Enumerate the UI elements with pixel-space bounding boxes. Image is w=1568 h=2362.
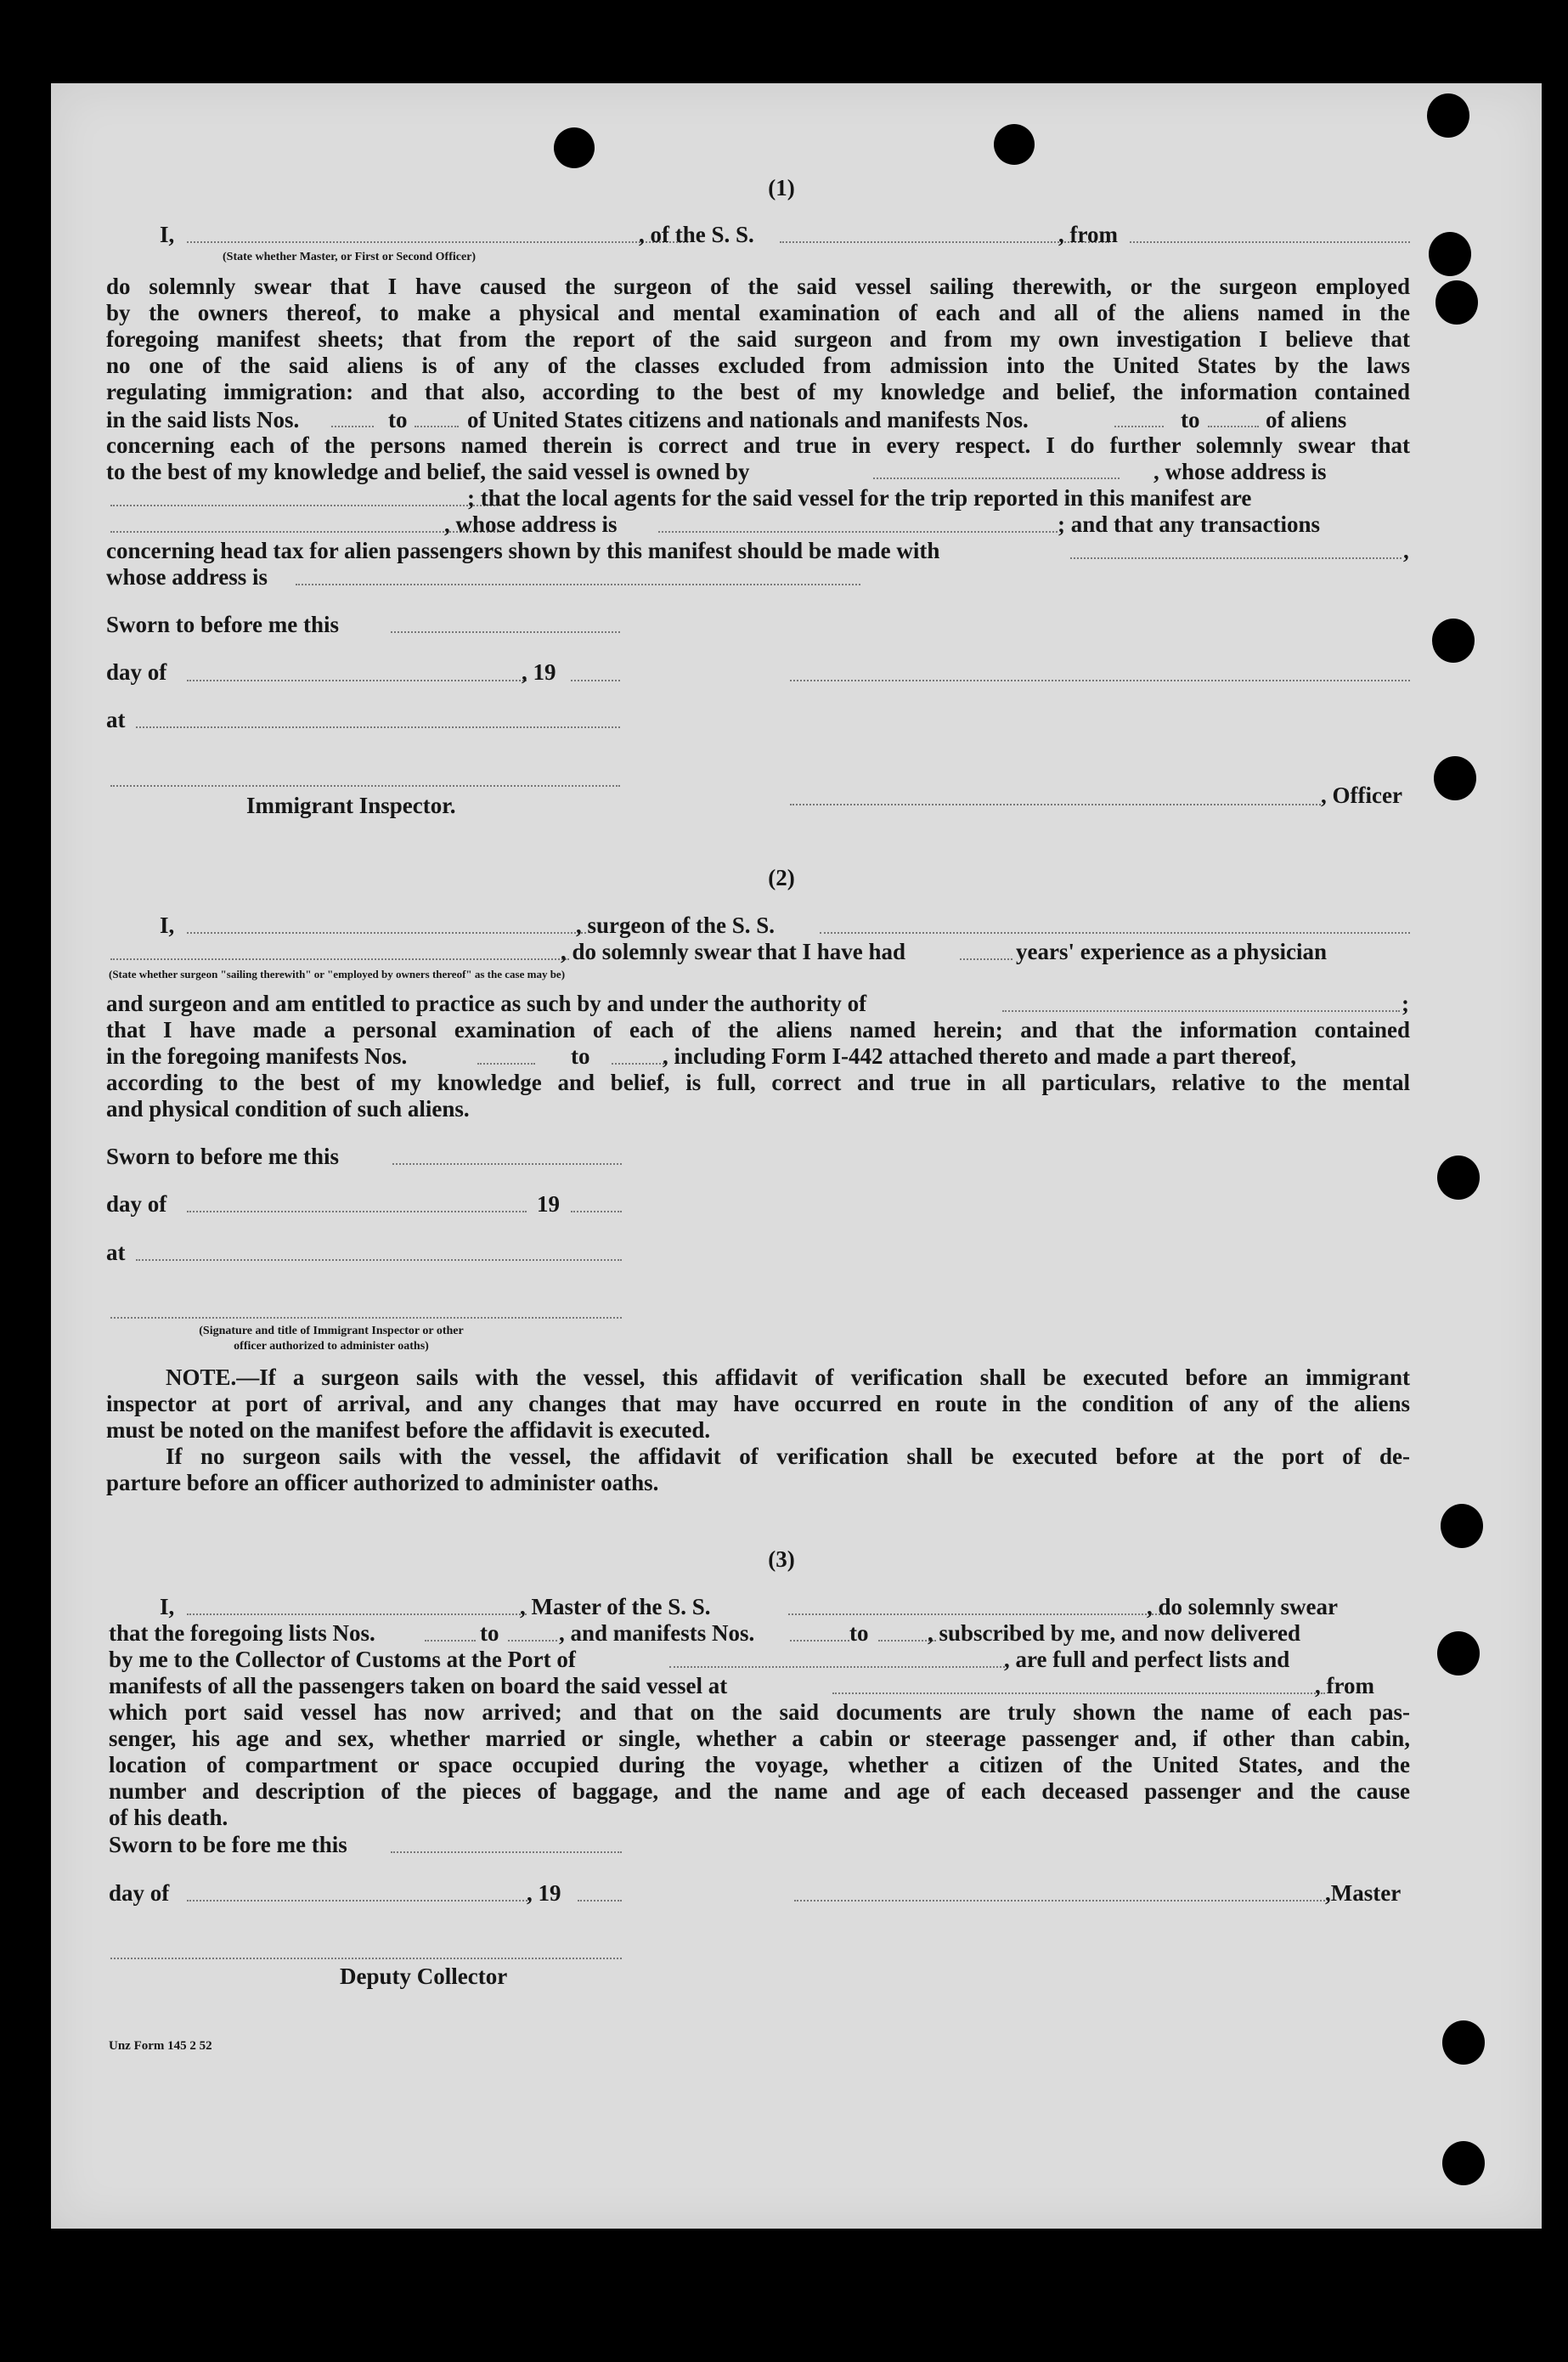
s1-from-blank[interactable] <box>1130 241 1410 243</box>
s2-body-line: and physical condition of such aliens. <box>106 1096 470 1122</box>
s3-body-line: which port said vessel has now arrived; and that on the said documents are truly shown the name of each pas- <box>109 1699 1410 1725</box>
s1-body-line: no one of the said aliens is of any of the classes excluded from admission into the United States by the laws <box>106 353 1410 378</box>
s3-sworn-label: Sworn to be fore me this <box>109 1832 347 1857</box>
s2-at-blank[interactable] <box>136 1259 622 1261</box>
s2-years-label: years' experience as a physician <box>1016 939 1327 964</box>
s1-manifest-to-blank[interactable] <box>1208 426 1259 427</box>
s1-address-text-b: ; and that any transactions <box>1058 511 1321 537</box>
s3-day-blank[interactable] <box>187 1900 531 1901</box>
s3-body-line: location of compartment or space occupied during the voyage, whether a citizen of the United States, and the <box>109 1752 1410 1777</box>
s3-body-line: of his death. <box>109 1805 228 1830</box>
note-paragraph-1 <box>106 1365 1410 1444</box>
s3-i-label: I, <box>160 1594 175 1619</box>
note-line: must be noted on the manifest before the affidavit is executed. <box>106 1417 711 1443</box>
s1-owner-address-blank[interactable] <box>110 505 501 506</box>
s2-manifest-to-blank[interactable] <box>612 1063 664 1065</box>
s1-agents-blank[interactable] <box>110 531 501 533</box>
s1-lists-from-blank[interactable] <box>331 426 374 427</box>
punch-hole <box>1442 2020 1485 2065</box>
s1-lists-to-blank[interactable] <box>415 426 459 427</box>
s3-lists-text-a: that the foregoing lists Nos. <box>109 1620 375 1646</box>
s1-owner-blank[interactable] <box>873 477 1120 479</box>
s1-headtax-address-blank[interactable] <box>296 584 860 585</box>
s2-year-label: 19 <box>537 1191 560 1217</box>
s2-authority-text-a: and surgeon and am entitled to practice as such by and under the authority of <box>106 991 867 1016</box>
note-line: NOTE.—If a surgeon sails with the vessel, this affidavit of verification shall be executed before an immigrant <box>166 1365 1410 1390</box>
s3-body-line: senger, his age and sex, whether married or single, whether a cabin or steerage passenger and, if other than cabin, <box>109 1726 1410 1751</box>
s2-body-line: according to the best of my knowledge and belief, is full, correct and true in all particulars, relative to the mental <box>106 1070 1410 1095</box>
punch-hole <box>1441 1504 1483 1548</box>
s1-of-ss-label: , of the S. S. <box>639 222 754 247</box>
s2-body <box>106 1017 1410 1043</box>
s1-owned-text-b: , whose address is <box>1153 459 1327 484</box>
section-1-number: (1) <box>768 175 795 201</box>
s2-authority-blank[interactable] <box>1002 1010 1400 1012</box>
s2-manifests-text-b: to <box>571 1043 590 1069</box>
s2-body-line: that I have made a personal examination of each of the aliens named herein; and that the information contained <box>106 1017 1410 1043</box>
punch-hole <box>1427 93 1469 138</box>
s3-master-sig-blank[interactable] <box>794 1900 1325 1901</box>
s2-signature-caption-line: officer authorized to administer oaths) <box>234 1340 429 1353</box>
s1-inspector-sig-blank[interactable] <box>110 785 620 787</box>
s1-body2 <box>106 432 1410 459</box>
s1-lists-text-c: of United States citizens and nationals and manifests Nos. <box>467 407 1029 432</box>
s1-whose-text: whose address is <box>106 564 268 590</box>
s2-authority-text-b: ; <box>1402 991 1409 1016</box>
s2-manifests-text-c: , including Form I-442 attached thereto and made a part thereof, <box>663 1043 1296 1069</box>
s2-manifests-text-a: in the foregoing manifests Nos. <box>106 1043 408 1069</box>
punch-hole <box>1437 1156 1480 1200</box>
s3-embark-port-blank[interactable] <box>832 1692 1325 1694</box>
s3-lists-to-blank[interactable] <box>508 1640 557 1642</box>
s1-body-line: concerning each of the persons named therein is correct and true in every respect. I do further solemnly swear that <box>106 432 1410 458</box>
s3-manifests-text-a: manifests of all the passengers taken on board the said vessel at <box>109 1673 728 1698</box>
punch-hole <box>994 124 1035 165</box>
s1-headtax-blank[interactable] <box>1070 557 1402 559</box>
s1-manifest-from-blank[interactable] <box>1114 426 1164 427</box>
punch-hole <box>1429 232 1471 276</box>
s3-port-text-a: by me to the Collector of Customs at the Port of <box>109 1647 576 1672</box>
s2-swear-label: , do solemnly swear that I have had <box>561 939 906 964</box>
s2-surgeon-type-blank[interactable] <box>110 958 569 960</box>
note-line: inspector at port of arrival, and any changes that may have occurred en route in the condition of any of the aliens <box>106 1391 1410 1416</box>
note-line: parture before an officer authorized to administer oaths. <box>106 1470 659 1495</box>
s1-year-blank[interactable] <box>571 680 620 681</box>
s1-headtax-text-a: concerning head tax for alien passengers shown by this manifest should be made with <box>106 538 940 563</box>
s3-manifest-from-blank[interactable] <box>790 1640 849 1642</box>
form-sheet <box>51 83 1542 2229</box>
punch-hole <box>554 127 595 168</box>
s1-owned-text-a: to the best of my knowledge and belief, the said vessel is owned by <box>106 459 750 484</box>
s3-year-blank[interactable] <box>578 1900 622 1901</box>
s3-body-line: number and description of the pieces of baggage, and the name and age of each deceased passenger and the cause <box>109 1778 1410 1804</box>
s1-sworn-label: Sworn to before me this <box>106 612 339 637</box>
s3-name-blank[interactable] <box>187 1613 527 1615</box>
s3-lists-text-c: , and manifests Nos. <box>559 1620 755 1646</box>
s1-lists-text-a: in the said lists Nos. <box>106 407 300 432</box>
s1-lists-text-d: to <box>1181 407 1200 432</box>
s2-surgeon-label: , surgeon of the S. S. <box>576 913 776 938</box>
s2-signature-caption <box>153 1324 510 1354</box>
s1-sworn-blank[interactable] <box>391 631 620 633</box>
s1-agents-text: ; that the local agents for the said vessel for the trip reported in this manifest are <box>467 485 1252 511</box>
s3-day-label: day of <box>109 1880 170 1906</box>
s2-surgeon-name-blank[interactable] <box>187 932 586 934</box>
s1-at-label: at <box>106 707 126 732</box>
s3-sworn-blank[interactable] <box>391 1851 622 1853</box>
s3-lists-from-blank[interactable] <box>425 1640 476 1642</box>
s1-year-label: , 19 <box>522 659 556 685</box>
s1-officer-label: , Officer <box>1321 783 1402 808</box>
punch-hole <box>1435 280 1478 325</box>
s2-at-label: at <box>106 1240 126 1265</box>
s2-surgeon-caption: (State whether surgeon "sailing therewith" or "employed by owners thereof" as the case may be) <box>109 968 566 980</box>
s1-day-blank[interactable] <box>187 680 527 681</box>
s1-officer-blank[interactable] <box>187 241 688 243</box>
s3-year-label: , 19 <box>527 1880 561 1906</box>
s1-master-caption: (State whether Master, or First or Second Officer) <box>223 251 477 263</box>
s3-manifests-text-b: , from <box>1315 1673 1374 1698</box>
s3-swear-label: , do solemnly swear <box>1147 1594 1338 1619</box>
s1-at-blank[interactable] <box>136 726 620 728</box>
s1-headtax-text-b: , <box>1403 538 1409 563</box>
s3-master-sig-label: ,Master <box>1325 1880 1402 1906</box>
note-line: If no surgeon sails with the vessel, the affidavit of verification shall be executed before at the port of de- <box>166 1444 1410 1469</box>
s1-address-text-a: , whose address is <box>444 511 618 537</box>
s3-vessel-blank[interactable] <box>788 1613 1170 1615</box>
s1-agents-address-blank[interactable] <box>658 531 1058 533</box>
s2-years-blank[interactable] <box>960 958 1012 960</box>
s1-body-line: foregoing manifest sheets; that from the report of the said surgeon and from my own investigation I believe that <box>106 326 1410 352</box>
s2-sworn-blank[interactable] <box>392 1163 622 1165</box>
s1-inspector-label: Immigrant Inspector. <box>246 793 456 818</box>
s1-i-label: I, <box>160 222 175 247</box>
s3-master-label: , Master of the S. S. <box>520 1594 711 1619</box>
s2-day-label: day of <box>106 1191 167 1217</box>
punch-hole <box>1434 756 1476 800</box>
s1-lists-text-b: to <box>388 407 408 432</box>
s2-signature-blank[interactable] <box>110 1317 622 1319</box>
s2-vessel-blank[interactable] <box>820 932 1410 934</box>
section-2-number: (2) <box>768 865 795 890</box>
s1-lists-text-e: of aliens <box>1266 407 1347 432</box>
s3-lists-text-d: to <box>849 1620 869 1646</box>
s3-port-blank[interactable] <box>669 1666 1005 1668</box>
s1-officer-sig-blank[interactable] <box>790 804 1321 805</box>
s3-body <box>109 1699 1410 1831</box>
punch-hole <box>1432 619 1475 663</box>
s1-body-line: by the owners thereof, to make a physical and mental examination of each and all of the aliens named in the <box>106 300 1410 325</box>
s1-day-label: day of <box>106 659 167 685</box>
note-paragraph-2 <box>106 1444 1410 1496</box>
s2-manifest-from-blank[interactable] <box>477 1063 535 1065</box>
s3-deputy-sig-blank[interactable] <box>110 1958 622 1959</box>
punch-hole <box>1442 2141 1485 2185</box>
section-3-number: (3) <box>768 1546 795 1572</box>
s2-i-label: I, <box>160 913 175 938</box>
s3-port-text-b: , are full and perfect lists and <box>1004 1647 1290 1672</box>
punch-hole <box>1437 1631 1480 1675</box>
s3-deputy-label: Deputy Collector <box>340 1964 508 1989</box>
s1-body-line: do solemnly swear that I have caused the surgeon of the said vessel sailing therewith, or the surgeon employed <box>106 274 1410 299</box>
s1-from-label: , from <box>1058 222 1118 247</box>
s2-sworn-label: Sworn to before me this <box>106 1144 339 1169</box>
s1-body <box>106 274 1410 405</box>
s1-body-line: regulating immigration: and that also, according to the best of my knowledge and belief, the information contained <box>106 379 1410 404</box>
s3-lists-text-b: to <box>480 1620 499 1646</box>
s3-lists-text-e: , subscribed by me, and now delivered <box>928 1620 1301 1646</box>
s2-body2 <box>106 1070 1410 1122</box>
s1-signature-blank[interactable] <box>790 680 1410 681</box>
s2-day-blank[interactable] <box>187 1211 527 1212</box>
form-footer: Unz Form 145 2 52 <box>109 2039 212 2053</box>
s2-signature-caption-line: (Signature and title of Immigrant Inspector or other <box>199 1325 464 1337</box>
s2-year-blank[interactable] <box>571 1211 622 1212</box>
